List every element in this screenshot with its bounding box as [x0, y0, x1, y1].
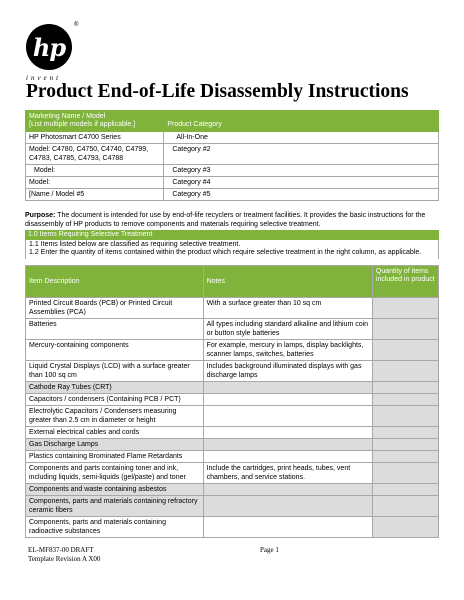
item-description: Components, parts and materials containing refractory ceramic fibers: [26, 496, 204, 517]
item-description: Liquid Crystal Displays (LCD) with a surface greater than 100 sq cm: [26, 361, 204, 382]
item-description: Cathode Ray Tubes (CRT): [26, 382, 204, 394]
header-quantity: Quantity of items included in product: [372, 266, 438, 298]
template-revision: Template Revision A X00: [28, 555, 101, 563]
purpose-text: The document is intended for use by end-of-life recyclers or treatment facilities. It provides the basic instructions for the disassembly of HP products to remove components and materials requiring selective treatment.: [25, 212, 426, 228]
item-notes: [203, 439, 372, 451]
purpose-paragraph: [25, 212, 439, 229]
model-row: [26, 189, 439, 201]
model-category: All-In-One: [164, 132, 439, 144]
section-instructions: [25, 240, 439, 259]
item-description: Electrolytic Capacitors / Condensers measuring greater than 2.5 cm in diameter or height: [26, 406, 204, 427]
item-quantity[interactable]: [372, 394, 438, 406]
registered-mark: ®: [74, 22, 79, 28]
item-quantity[interactable]: [372, 484, 438, 496]
model-name: Model: C4780, C4750, C4740, C4799, C4783, C4785, C4793, C4788: [26, 144, 164, 165]
item-description: External electrical cables and cords: [26, 427, 204, 439]
item-description: Printed Circuit Boards (PCB) or Printed Circuit Assemblies (PCA): [26, 298, 204, 319]
header-product-category: Product Category: [164, 111, 439, 132]
model-name: HP Photosmart C4700 Series: [26, 132, 164, 144]
page-footer: [28, 546, 438, 564]
instruction-line-1: 1.1 Items listed below are classified as requiring selective treatment.: [29, 241, 241, 248]
item-description: Capacitors / condensers (Containing PCB / PCT): [26, 394, 204, 406]
document-id: EL-MF837-00 DRAFT: [28, 546, 94, 554]
section-heading: 1.0 Items Requiring Selective Treatment: [25, 230, 439, 240]
item-row: [26, 319, 439, 340]
item-quantity[interactable]: [372, 382, 438, 394]
header-marketing-name: Marketing Name / Model [List multiple models if applicable.]: [26, 111, 164, 132]
model-category: Category #5: [164, 189, 439, 201]
purpose-label: Purpose:: [25, 212, 56, 219]
header-item-description: Item Description: [26, 266, 204, 298]
item-row: [26, 484, 439, 496]
item-row: [26, 406, 439, 427]
item-notes: [203, 427, 372, 439]
model-row: [26, 132, 439, 144]
item-notes: [203, 451, 372, 463]
item-description: Components and waste containing asbestos: [26, 484, 204, 496]
page-title: Product End-of-Life Disassembly Instructions: [26, 81, 409, 102]
item-notes: [203, 496, 372, 517]
model-name: [Name / Model #5: [26, 189, 164, 201]
hp-logo-mark: hp: [26, 24, 72, 70]
model-name: Model:: [26, 165, 164, 177]
item-notes: [203, 484, 372, 496]
item-row: [26, 451, 439, 463]
model-category: Category #4: [164, 177, 439, 189]
item-quantity[interactable]: [372, 340, 438, 361]
item-notes: [203, 517, 372, 538]
model-row: [26, 165, 439, 177]
item-quantity[interactable]: [372, 361, 438, 382]
item-quantity[interactable]: [372, 496, 438, 517]
header-notes: Notes: [203, 266, 372, 298]
item-row: [26, 463, 439, 484]
item-row: [26, 496, 439, 517]
logo-tagline: invent: [26, 74, 62, 82]
item-notes: [203, 394, 372, 406]
item-notes: With a surface greater than 10 sq cm: [203, 298, 372, 319]
model-row: [26, 144, 439, 165]
page-number: Page 1: [260, 546, 279, 554]
item-quantity[interactable]: [372, 406, 438, 427]
item-notes: [203, 406, 372, 427]
hp-logo: [26, 24, 86, 82]
item-quantity[interactable]: [372, 298, 438, 319]
item-notes: Includes background illuminated displays with gas discharge lamps: [203, 361, 372, 382]
item-description: Components and parts containing toner and ink, including liquids, semi-liquids (gel/paste) and toner: [26, 463, 204, 484]
item-row: [26, 394, 439, 406]
item-description: Mercury-containing components: [26, 340, 204, 361]
item-description: Plastics containing Brominated Flame Retardants: [26, 451, 204, 463]
item-row: [26, 382, 439, 394]
model-row: [26, 177, 439, 189]
item-description: Gas Discharge Lamps: [26, 439, 204, 451]
item-quantity[interactable]: [372, 427, 438, 439]
instruction-line-2: 1.2 Enter the quantity of items contained within the product which require selective treatment in the right column, as applicable.: [29, 249, 422, 256]
item-quantity[interactable]: [372, 517, 438, 538]
item-quantity[interactable]: [372, 319, 438, 340]
item-notes: All types including standard alkaline and lithium coin or button style batteries: [203, 319, 372, 340]
item-description: Components, parts and materials containing radioactive substances: [26, 517, 204, 538]
item-quantity[interactable]: [372, 451, 438, 463]
item-quantity[interactable]: [372, 439, 438, 451]
item-notes: [203, 382, 372, 394]
model-table: [25, 110, 439, 201]
item-row: [26, 439, 439, 451]
item-row: [26, 298, 439, 319]
item-notes: Include the cartridges, print heads, tubes, vent chambers, and service stations.: [203, 463, 372, 484]
items-table: [25, 265, 439, 538]
item-quantity[interactable]: [372, 463, 438, 484]
item-row: [26, 361, 439, 382]
item-row: [26, 517, 439, 538]
item-description: Batteries: [26, 319, 204, 340]
item-row: [26, 340, 439, 361]
model-category: Category #3: [164, 165, 439, 177]
item-row: [26, 427, 439, 439]
model-category: Category #2: [164, 144, 439, 165]
item-notes: For example, mercury in lamps, display backlights, scanner lamps, switches, batteries: [203, 340, 372, 361]
model-name: Model:: [26, 177, 164, 189]
